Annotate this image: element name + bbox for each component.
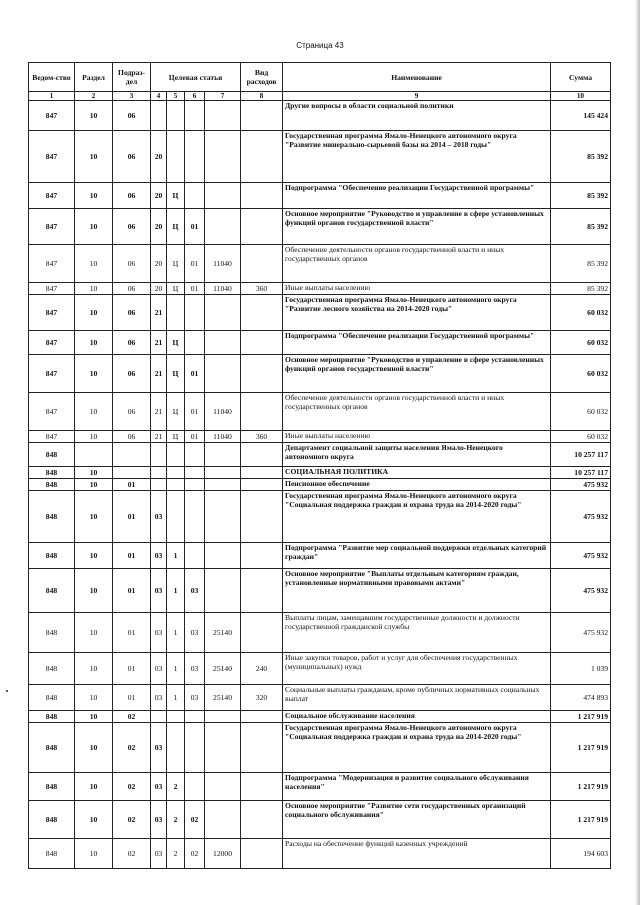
cell-target-2 — [167, 711, 185, 723]
budget-table — [28, 62, 611, 869]
cell-vedomstvo: 847 — [29, 183, 75, 209]
cell-target-4 — [205, 209, 241, 245]
cell-podrazdel: 02 — [113, 723, 151, 773]
cell-target-3 — [185, 131, 205, 183]
cell-target-2: Ц — [167, 431, 185, 443]
table-row — [29, 295, 611, 331]
cell-podrazdel: 01 — [113, 653, 151, 685]
cell-podrazdel: 06 — [113, 283, 151, 295]
cell-target-2: Ц — [167, 393, 185, 431]
cell-podrazdel: 01 — [113, 613, 151, 653]
cell-vid — [241, 295, 283, 331]
cell-target-4 — [205, 491, 241, 543]
cell-vid: 360 — [241, 283, 283, 295]
cell-name: Расходы на обеспечение функций казенных учреждений — [283, 839, 551, 869]
cell-sum: 85 392 — [551, 131, 611, 183]
cell-razdel: 10 — [75, 209, 113, 245]
cell-target-3: 03 — [185, 685, 205, 711]
cell-target-4 — [205, 355, 241, 393]
cell-razdel: 10 — [75, 839, 113, 869]
cell-target-3 — [185, 711, 205, 723]
cell-sum: 85 392 — [551, 283, 611, 295]
cell-vid — [241, 613, 283, 653]
cell-podrazdel: 06 — [113, 131, 151, 183]
table-row — [29, 801, 611, 839]
cell-razdel: 10 — [75, 801, 113, 839]
table-row — [29, 431, 611, 443]
cell-name: Обеспечение деятельности органов государственной власти и иных государственных органов — [283, 393, 551, 431]
cell-target-2: Ц — [167, 183, 185, 209]
cell-target-1: 03 — [151, 773, 167, 801]
scan-speck — [6, 690, 8, 692]
col-number: 5 — [167, 92, 185, 101]
cell-name: Иные закупки товаров, работ и услуг для обеспечения государственных (муниципальных) нужд — [283, 653, 551, 685]
cell-name: Государственная программа Ямало-Ненецкого автономного округа "Развитие лесного хозяйства на 2014-2020 годы" — [283, 295, 551, 331]
cell-target-4: 11040 — [205, 283, 241, 295]
cell-target-1 — [151, 101, 167, 131]
table-row — [29, 101, 611, 131]
cell-target-2: 1 — [167, 653, 185, 685]
cell-vedomstvo: 848 — [29, 723, 75, 773]
cell-razdel: 10 — [75, 355, 113, 393]
cell-target-3: 03 — [185, 653, 205, 685]
cell-target-2: 1 — [167, 543, 185, 569]
cell-razdel: 10 — [75, 491, 113, 543]
table-row — [29, 355, 611, 393]
cell-razdel: 10 — [75, 431, 113, 443]
cell-name: Подпрограмма "Обеспечение реализации Государственной программы" — [283, 331, 551, 355]
col-number: 10 — [551, 92, 611, 101]
cell-target-2: 1 — [167, 685, 185, 711]
page-number: Страница 43 — [296, 41, 344, 50]
cell-target-1: 03 — [151, 613, 167, 653]
cell-target-4 — [205, 569, 241, 613]
cell-vedomstvo: 847 — [29, 131, 75, 183]
cell-target-2 — [167, 491, 185, 543]
col-number: 1 — [29, 92, 75, 101]
cell-razdel: 10 — [75, 711, 113, 723]
cell-vedomstvo: 847 — [29, 245, 75, 283]
cell-sum: 10 257 117 — [551, 443, 611, 467]
cell-vid — [241, 569, 283, 613]
cell-target-4: 11040 — [205, 393, 241, 431]
cell-sum: 475 932 — [551, 543, 611, 569]
cell-target-4: 25140 — [205, 685, 241, 711]
cell-name: Основное мероприятие "Руководство и управление в сфере установленных функций органов государственной власти" — [283, 209, 551, 245]
cell-vedomstvo: 847 — [29, 295, 75, 331]
table-row — [29, 685, 611, 711]
cell-razdel: 10 — [75, 183, 113, 209]
cell-target-4 — [205, 131, 241, 183]
cell-target-1 — [151, 711, 167, 723]
cell-podrazdel: 02 — [113, 801, 151, 839]
cell-sum: 475 932 — [551, 491, 611, 543]
cell-target-2: 1 — [167, 613, 185, 653]
cell-target-2: Ц — [167, 283, 185, 295]
cell-target-1: 03 — [151, 653, 167, 685]
cell-razdel: 10 — [75, 131, 113, 183]
cell-vedomstvo: 847 — [29, 431, 75, 443]
cell-vid — [241, 479, 283, 491]
cell-podrazdel: 01 — [113, 479, 151, 491]
header-vid: Вид расходов — [241, 63, 283, 92]
cell-target-4 — [205, 101, 241, 131]
cell-name: Подпрограмма "Развитие мер социальной поддержки отдельных категорий граждан" — [283, 543, 551, 569]
cell-target-4 — [205, 443, 241, 467]
cell-razdel: 10 — [75, 613, 113, 653]
cell-name: Основное мероприятие "Выплаты отдельным категориям граждан, установленные нормативными правовыми актами" — [283, 569, 551, 613]
cell-target-3: 01 — [185, 245, 205, 283]
cell-target-2: 2 — [167, 801, 185, 839]
cell-target-2 — [167, 479, 185, 491]
cell-vedomstvo: 848 — [29, 685, 75, 711]
table-row — [29, 131, 611, 183]
cell-podrazdel: 01 — [113, 543, 151, 569]
cell-vedomstvo: 848 — [29, 467, 75, 479]
table-row — [29, 613, 611, 653]
header-vedomstvo: Ведом-ство — [29, 63, 75, 92]
cell-target-3 — [185, 467, 205, 479]
table-row — [29, 653, 611, 685]
cell-target-4: 12000 — [205, 839, 241, 869]
cell-razdel: 10 — [75, 543, 113, 569]
cell-podrazdel: 02 — [113, 839, 151, 869]
cell-podrazdel: 06 — [113, 331, 151, 355]
cell-target-3 — [185, 773, 205, 801]
cell-razdel: 10 — [75, 569, 113, 613]
cell-target-3 — [185, 491, 205, 543]
cell-vedomstvo: 848 — [29, 801, 75, 839]
cell-name: Департамент социальной защиты населения Ямало-Ненецкого автономного округа — [283, 443, 551, 467]
cell-target-3 — [185, 723, 205, 773]
cell-razdel: 10 — [75, 101, 113, 131]
cell-razdel: 10 — [75, 773, 113, 801]
table-row — [29, 209, 611, 245]
cell-razdel: 10 — [75, 245, 113, 283]
col-number: 4 — [151, 92, 167, 101]
cell-sum: 475 932 — [551, 613, 611, 653]
cell-target-4 — [205, 543, 241, 569]
cell-target-1: 21 — [151, 355, 167, 393]
header-sum: Сумма — [551, 63, 611, 92]
cell-target-4 — [205, 479, 241, 491]
cell-vedomstvo: 848 — [29, 613, 75, 653]
cell-target-1 — [151, 467, 167, 479]
cell-podrazdel: 02 — [113, 773, 151, 801]
table-row — [29, 491, 611, 543]
cell-target-3 — [185, 183, 205, 209]
cell-target-4 — [205, 723, 241, 773]
cell-name: Выплаты лицам, замещавшим государственные должности и должности государственной гражданской службы — [283, 613, 551, 653]
table-row — [29, 479, 611, 491]
cell-vid: 240 — [241, 653, 283, 685]
cell-vid — [241, 839, 283, 869]
cell-name: Обеспечение деятельности органов государственной власти и иных государственных органов — [283, 245, 551, 283]
cell-name: Государственная программа Ямало-Ненецкого автономного округа "Развитие минерально-сырьевой базы на 2014 – 2018 годы" — [283, 131, 551, 183]
cell-target-1: 03 — [151, 543, 167, 569]
table-body — [29, 101, 611, 869]
cell-vedomstvo: 848 — [29, 773, 75, 801]
cell-sum: 60 032 — [551, 355, 611, 393]
cell-razdel: 10 — [75, 479, 113, 491]
cell-vedomstvo: 848 — [29, 653, 75, 685]
cell-vedomstvo: 847 — [29, 355, 75, 393]
cell-target-4: 25140 — [205, 653, 241, 685]
cell-razdel: 10 — [75, 653, 113, 685]
table-row — [29, 723, 611, 773]
cell-target-1 — [151, 443, 167, 467]
cell-target-1 — [151, 479, 167, 491]
cell-vid: 360 — [241, 431, 283, 443]
cell-target-2 — [167, 101, 185, 131]
cell-sum: 475 932 — [551, 479, 611, 491]
cell-sum: 10 257 117 — [551, 467, 611, 479]
cell-target-3: 01 — [185, 209, 205, 245]
cell-sum: 474 893 — [551, 685, 611, 711]
cell-target-3 — [185, 295, 205, 331]
cell-target-1: 20 — [151, 245, 167, 283]
cell-podrazdel: 06 — [113, 393, 151, 431]
cell-target-3: 01 — [185, 283, 205, 295]
cell-name: Основное мероприятие "Руководство и управление в сфере установленных функций органов государственной власти" — [283, 355, 551, 393]
cell-target-1: 20 — [151, 183, 167, 209]
cell-target-4 — [205, 801, 241, 839]
table-row — [29, 183, 611, 209]
cell-target-3 — [185, 331, 205, 355]
cell-sum: 475 932 — [551, 569, 611, 613]
cell-target-2: Ц — [167, 355, 185, 393]
cell-target-4 — [205, 183, 241, 209]
table-row — [29, 839, 611, 869]
cell-name: Иные выплаты населению — [283, 431, 551, 443]
cell-vid — [241, 723, 283, 773]
cell-podrazdel: 06 — [113, 245, 151, 283]
col-number: 7 — [205, 92, 241, 101]
cell-target-1: 20 — [151, 283, 167, 295]
cell-target-1: 21 — [151, 431, 167, 443]
cell-vid — [241, 183, 283, 209]
cell-vedomstvo: 848 — [29, 543, 75, 569]
cell-sum: 1 217 919 — [551, 773, 611, 801]
cell-sum: 85 392 — [551, 245, 611, 283]
table-row — [29, 245, 611, 283]
cell-podrazdel: 02 — [113, 711, 151, 723]
cell-target-1: 20 — [151, 131, 167, 183]
cell-target-2 — [167, 467, 185, 479]
cell-target-3: 01 — [185, 431, 205, 443]
header-row — [29, 63, 611, 92]
cell-sum: 60 032 — [551, 431, 611, 443]
cell-target-4 — [205, 711, 241, 723]
cell-podrazdel: 06 — [113, 431, 151, 443]
cell-vid — [241, 711, 283, 723]
cell-target-1: 20 — [151, 209, 167, 245]
cell-name: Подпрограмма "Обеспечение реализации Государственной программы" — [283, 183, 551, 209]
cell-podrazdel: 01 — [113, 569, 151, 613]
cell-target-2 — [167, 131, 185, 183]
cell-target-4 — [205, 295, 241, 331]
cell-target-3: 03 — [185, 613, 205, 653]
cell-vedomstvo: 847 — [29, 331, 75, 355]
cell-vid — [241, 393, 283, 431]
col-number: 6 — [185, 92, 205, 101]
cell-target-4 — [205, 331, 241, 355]
cell-vid — [241, 467, 283, 479]
table-row — [29, 331, 611, 355]
col-number: 3 — [113, 92, 151, 101]
cell-name: Государственная программа Ямало-Ненецкого автономного округа "Социальная поддержка граждан и охрана труда на 2014-2020 годы" — [283, 491, 551, 543]
cell-target-4: 11040 — [205, 245, 241, 283]
table-row — [29, 467, 611, 479]
cell-target-2 — [167, 295, 185, 331]
cell-target-3: 01 — [185, 393, 205, 431]
table-row — [29, 773, 611, 801]
cell-vedomstvo: 848 — [29, 569, 75, 613]
col-number: 9 — [283, 92, 551, 101]
cell-sum: 85 392 — [551, 183, 611, 209]
cell-target-3 — [185, 543, 205, 569]
cell-target-4 — [205, 773, 241, 801]
cell-vid — [241, 131, 283, 183]
cell-vid — [241, 355, 283, 393]
cell-target-4: 11040 — [205, 431, 241, 443]
cell-vid — [241, 491, 283, 543]
col-number: 8 — [241, 92, 283, 101]
cell-target-3: 02 — [185, 801, 205, 839]
cell-vedomstvo: 848 — [29, 479, 75, 491]
cell-name: Другие вопросы в области социальной политики — [283, 101, 551, 131]
cell-target-2: Ц — [167, 331, 185, 355]
cell-sum: 1 039 — [551, 653, 611, 685]
table-row — [29, 569, 611, 613]
cell-target-4 — [205, 467, 241, 479]
cell-vedomstvo: 847 — [29, 101, 75, 131]
cell-vid — [241, 801, 283, 839]
cell-name: Подпрограмма "Модернизация и развитие социального обслуживания населения" — [283, 773, 551, 801]
cell-podrazdel: 01 — [113, 685, 151, 711]
cell-vedomstvo: 847 — [29, 209, 75, 245]
cell-razdel: 10 — [75, 723, 113, 773]
cell-razdel: 10 — [75, 393, 113, 431]
cell-target-3 — [185, 443, 205, 467]
cell-razdel — [75, 443, 113, 467]
cell-name: Пенсионное обеспечение — [283, 479, 551, 491]
cell-target-2: Ц — [167, 209, 185, 245]
cell-target-1: 03 — [151, 801, 167, 839]
cell-razdel: 10 — [75, 283, 113, 295]
cell-podrazdel: 06 — [113, 183, 151, 209]
cell-target-1: 21 — [151, 393, 167, 431]
cell-razdel: 10 — [75, 331, 113, 355]
cell-sum: 1 217 919 — [551, 711, 611, 723]
cell-name: Социальные выплаты гражданам, кроме публичных нормативных социальных выплат — [283, 685, 551, 711]
cell-target-4: 25140 — [205, 613, 241, 653]
cell-name: СОЦИАЛЬНАЯ ПОЛИТИКА — [283, 467, 551, 479]
cell-sum: 60 032 — [551, 331, 611, 355]
cell-razdel: 10 — [75, 685, 113, 711]
cell-sum: 1 217 919 — [551, 723, 611, 773]
cell-vid: 320 — [241, 685, 283, 711]
cell-target-2: 2 — [167, 773, 185, 801]
header-target: Целевая статья — [151, 63, 241, 92]
table-row — [29, 711, 611, 723]
cell-vedomstvo: 848 — [29, 839, 75, 869]
cell-target-2 — [167, 443, 185, 467]
cell-target-2: Ц — [167, 245, 185, 283]
cell-vid — [241, 209, 283, 245]
cell-vedomstvo: 848 — [29, 491, 75, 543]
cell-target-2: 2 — [167, 839, 185, 869]
cell-sum: 60 032 — [551, 295, 611, 331]
table-row — [29, 283, 611, 295]
cell-vid — [241, 101, 283, 131]
cell-name: Государственная программа Ямало-Ненецкого автономного округа "Социальная поддержка граждан и охрана труда на 2014-2020 годы" — [283, 723, 551, 773]
cell-vid — [241, 443, 283, 467]
cell-vid — [241, 331, 283, 355]
cell-sum: 85 392 — [551, 209, 611, 245]
cell-vedomstvo: 848 — [29, 711, 75, 723]
cell-podrazdel: 06 — [113, 209, 151, 245]
cell-target-1: 03 — [151, 723, 167, 773]
cell-podrazdel: 06 — [113, 101, 151, 131]
cell-podrazdel — [113, 467, 151, 479]
cell-target-1: 03 — [151, 569, 167, 613]
col-number: 2 — [75, 92, 113, 101]
cell-target-3: 03 — [185, 569, 205, 613]
cell-name: Иные выплаты населению — [283, 283, 551, 295]
cell-sum: 194 603 — [551, 839, 611, 869]
cell-podrazdel: 01 — [113, 491, 151, 543]
cell-vid — [241, 773, 283, 801]
cell-vedomstvo: 847 — [29, 393, 75, 431]
cell-sum: 1 217 919 — [551, 801, 611, 839]
cell-podrazdel: 06 — [113, 295, 151, 331]
cell-target-3 — [185, 101, 205, 131]
cell-target-3: 02 — [185, 839, 205, 869]
table-row — [29, 443, 611, 467]
cell-target-1: 03 — [151, 685, 167, 711]
cell-vid — [241, 543, 283, 569]
cell-target-1: 21 — [151, 331, 167, 355]
header-name: Наименование — [283, 63, 551, 92]
column-number-row — [29, 92, 611, 101]
cell-target-3 — [185, 479, 205, 491]
cell-podrazdel — [113, 443, 151, 467]
cell-razdel: 10 — [75, 467, 113, 479]
cell-sum: 145 424 — [551, 101, 611, 131]
header-podrazdel: Подраз-дел — [113, 63, 151, 92]
header-razdel: Раздел — [75, 63, 113, 92]
cell-vid — [241, 245, 283, 283]
cell-target-2 — [167, 723, 185, 773]
scan-edge-shadow — [635, 0, 640, 905]
cell-name: Социальное обслуживание населения — [283, 711, 551, 723]
cell-target-1: 03 — [151, 491, 167, 543]
cell-razdel: 10 — [75, 295, 113, 331]
table-row — [29, 393, 611, 431]
cell-name: Основное мероприятие "Развитие сети государственных организаций социального обслуживания" — [283, 801, 551, 839]
cell-podrazdel: 06 — [113, 355, 151, 393]
cell-sum: 60 032 — [551, 393, 611, 431]
cell-vedomstvo: 848 — [29, 443, 75, 467]
cell-target-1: 21 — [151, 295, 167, 331]
table-row — [29, 543, 611, 569]
cell-target-1: 03 — [151, 839, 167, 869]
cell-vedomstvo: 847 — [29, 283, 75, 295]
cell-target-2: 1 — [167, 569, 185, 613]
cell-target-3: 01 — [185, 355, 205, 393]
